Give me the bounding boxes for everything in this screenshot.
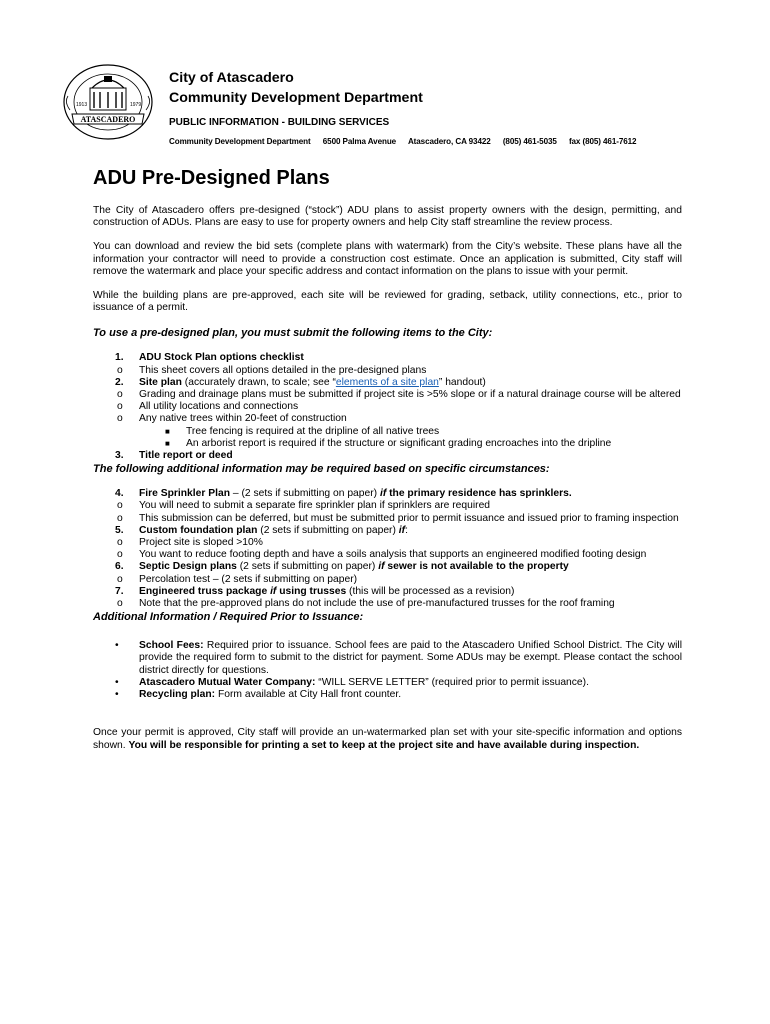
list-subitem: o Percolation test – (2 sets if submitting on paper) [117, 573, 358, 585]
intro-paragraph: The City of Atascadero offers pre-designed (“stock”) ADU plans to assist property owners with the design, permitting, and construction of ADUs. Plans are easy to use for property owners and help City staff streamline the review process. [93, 205, 682, 229]
list-item: 6. Septic Design plans (2 sets if submitting on paper) if sewer is not available to the property [115, 561, 569, 573]
letterhead [169, 68, 729, 147]
additional-info-list [93, 640, 682, 701]
services-line: PUBLIC INFORMATION - BUILDING SERVICES [169, 117, 390, 128]
list-item: • Recycling plan: Form available at City Hall front counter. [115, 689, 402, 701]
list-item: • Atascadero Mutual Water Company: “WILL SERVE LETTER” (required prior to permit issuance). [115, 676, 589, 688]
list-item: 2. Site plan (accurately drawn, to scale; see “elements of a site plan” handout) [115, 376, 486, 388]
department-name: Community Development Department [169, 90, 423, 106]
conditional-items-list [93, 488, 682, 610]
page-title: ADU Pre-Designed Plans [93, 167, 330, 189]
list-item: • School Fees: Required prior to issuance. School fees are paid to the Atascadero Unified School District. The City will provide the required form to submit to the district for payment. Some ADUs may be exempt. Please contact the school district directly for questions. [115, 640, 682, 676]
city-seal-logo [62, 62, 154, 142]
site-plan-link[interactable]: elements of a site plan [335, 376, 439, 388]
required-items-list [93, 352, 682, 462]
contact-dept: Community Development Department [169, 137, 311, 146]
document-body [93, 166, 682, 752]
intro-paragraph: You can download and review the bid sets (complete plans with watermark) from the City’s website. These plans have all the information your contractor will need to provide a construction cost estimate. Once an application is submitted, City staff will remove the watermark and place your specific address and contact information on the plans to issue with your permit. [93, 241, 682, 277]
section-heading: Additional Information / Required Prior to Issuance: [93, 611, 364, 624]
closing-paragraph: Once your permit is approved, City staff will provide an un-watermarked plan set with your site-specific information and options shown. You will be responsible for printing a set to keep at the project site and have available during inspection. [93, 727, 682, 751]
list-item: 5. Custom foundation plan (2 sets if submitting on paper) if: [115, 524, 408, 536]
svg-text:1979: 1979 [130, 102, 142, 108]
contact-phone: (805) 461-5035 [502, 137, 557, 146]
svg-text:1913: 1913 [76, 102, 88, 108]
contact-fax: fax (805) 461-7612 [568, 137, 637, 146]
list-item: 1. ADU Stock Plan options checklist [115, 352, 304, 364]
list-subitem: o Note that the pre-approved plans do not include the use of pre-manufactured trusses for the roof framing [117, 598, 615, 610]
list-subitem: o All utility locations and connections [117, 401, 299, 413]
section-heading: To use a pre-designed plan, you must submit the following items to the City: [93, 327, 493, 340]
list-subitem: o This submission can be deferred, but must be submitted prior to permit issuance and issued prior to framing inspection [117, 512, 679, 524]
list-item: 3. Title report or deed [115, 450, 233, 462]
list-subsubitem: ■ Tree fencing is required at the dripline of all native trees [165, 425, 440, 437]
list-item: 4. Fire Sprinkler Plan – (2 sets if submitting on paper) if the primary residence has sprinklers. [115, 488, 572, 500]
list-subitem: o Grading and drainage plans must be submitted if project site is >5% slope or if a natural drainage course will be altered [117, 389, 681, 401]
city-name: City of Atascadero [169, 70, 294, 86]
contact-city: Atascadero, CA 93422 [407, 137, 491, 146]
list-item: 7. Engineered truss package if using trusses (this will be processed as a revision) [115, 585, 515, 597]
list-subitem: o You want to reduce footing depth and have a soils analysis that supports an engineered modified footing design [117, 549, 647, 561]
list-subsubitem: ■ An arborist report is required if the structure or significant grading encroaches into the dripline [165, 437, 612, 449]
list-subitem: o Any native trees within 20-feet of construction [117, 413, 347, 425]
list-subitem: o Project site is sloped >10% [117, 537, 263, 549]
list-subitem: o This sheet covers all options detailed in the pre-designed plans [117, 364, 427, 376]
list-subitem: o You will need to submit a separate fire sprinkler plan if sprinklers are required [117, 500, 491, 512]
contact-address: 6500 Palma Avenue [322, 137, 397, 146]
intro-paragraph: While the building plans are pre-approved, each site will be reviewed for grading, setback, utility connections, etc., prior to issuance of a permit. [93, 290, 682, 314]
section-heading: The following additional information may be required based on specific circumstances: [93, 463, 550, 476]
contact-line [169, 137, 729, 147]
svg-text:ATASCADERO: ATASCADERO [80, 115, 136, 124]
